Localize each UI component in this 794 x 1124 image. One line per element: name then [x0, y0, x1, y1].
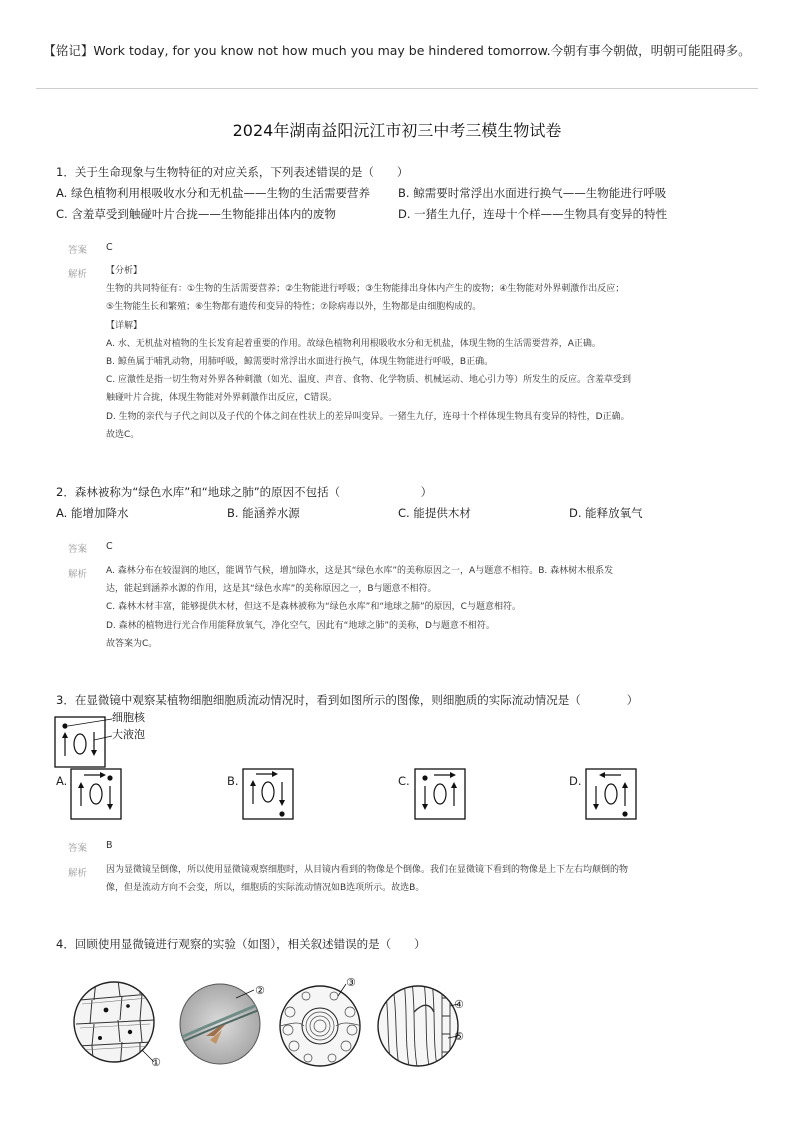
- analysis-line: ⑤生物能生长和繁殖；⑥生物都有遗传和变异的特性；⑦除病毒以外，生物都是由细胞构成的。: [106, 302, 482, 313]
- q3-analysis: [106, 861, 724, 897]
- q3-option-d-label[interactable]: D.: [569, 774, 582, 788]
- q3-answer: B: [106, 840, 113, 851]
- marker-4: ④: [454, 998, 464, 1011]
- q3-answer-label: 答案: [68, 843, 88, 854]
- q3-label-nucleus: 细胞核: [112, 711, 145, 724]
- analysis-line: 因为显微镜呈倒像，所以使用显微镜观察细胞时，从目镜内看到的物像是个倒像。我们在显微镜下看到的物像是上下左右均颠倒的物: [106, 865, 629, 875]
- q2-option-c[interactable]: C. 能提供木材: [398, 506, 471, 520]
- analysis-line: 故选C。: [106, 429, 140, 440]
- analysis-line: B. 鲸鱼属于哺乳动物，用肺呼吸，鲸需要时常浮出水面进行换气，体现生物能进行呼吸，B正确。: [106, 357, 494, 368]
- q3-option-b-figure[interactable]: [242, 768, 294, 820]
- analysis-line: D. 生物的亲代与子代之间以及子代的个体之间在性状上的差异叫变异。一猪生九仔，连母十个样体现生物具有变异的特性，D正确。: [106, 411, 630, 422]
- micrograph-onion-epidermis: [70, 980, 160, 1070]
- q2-answer: C: [106, 541, 113, 552]
- analysis-line: D. 森林的植物进行光合作用能释放氧气，净化空气，因此有“地球之肺”的美称，D与题意不相符。: [106, 620, 495, 631]
- q2-option-b[interactable]: B. 能涵养水源: [227, 506, 300, 520]
- q2-stem: 2．森林被称为“绿色水库”和“地球之肺”的原因不包括（ ）: [56, 485, 433, 499]
- micrograph-vessel-section: [374, 982, 464, 1072]
- q1-answer-label: 答案: [68, 245, 88, 256]
- analysis-line: A. 森林分布在较湿润的地区，能调节气候，增加降水，这是其“绿色水库”的美称原因之一，A与题意不相符。B. 森林树木根系发: [106, 566, 614, 576]
- q3-option-c-label[interactable]: C.: [398, 774, 410, 788]
- micrograph-stem-cross-section: [276, 982, 366, 1072]
- q1-analysis-label: 解析: [68, 269, 88, 280]
- q3-stem: 3．在显微镜中观察某植物细胞细胞质流动情况时，看到如图所示的图像，则细胞质的实际流动情况是（ ）: [56, 693, 639, 707]
- q1-stem: 1．关于生命现象与生物特征的对应关系，下列表述错误的是（ ）: [56, 165, 409, 179]
- q3-reference-cell-figure: [54, 716, 106, 768]
- motto: 【铭记】Work today, for you know not how much you may be hindered tomorrow.今朝有事今朝做，明朝可能阻碍多。: [43, 43, 751, 58]
- analysis-line: 触碰叶片合拢，体现生物能对外界刺激作出反应，C错误。: [106, 393, 338, 404]
- marker-3: ③: [346, 976, 356, 989]
- q1-option-b[interactable]: B. 鲸需要时常浮出水面进行换气——生物能进行呼吸: [398, 186, 667, 200]
- q3-option-b-label[interactable]: B.: [227, 774, 239, 788]
- analysis-line: 故答案为C。: [106, 638, 158, 649]
- q3-option-a-figure[interactable]: [70, 768, 122, 820]
- q2-answer-label: 答案: [68, 544, 88, 555]
- marker-2: ②: [255, 984, 265, 997]
- q2-option-a[interactable]: A. 能增加降水: [56, 506, 129, 520]
- q4-stem: 4．回顾使用显微镜进行观察的实验（如图），相关叙述错误的是（ ）: [56, 937, 426, 951]
- q2-option-d[interactable]: D. 能释放氧气: [569, 506, 643, 520]
- q2-analysis: [106, 562, 724, 653]
- q3-analysis-label: 解析: [68, 868, 88, 879]
- q1-analysis: [106, 262, 724, 444]
- page-title: 2024年湖南益阳沅江市初三中考三模生物试卷: [232, 121, 562, 140]
- q1-option-a[interactable]: A. 绿色植物利用根吸收水分和无机盐——生物的生活需要营养: [56, 186, 370, 200]
- q1-option-d[interactable]: D. 一猪生九仔，连母十个样——生物具有变异的特性: [398, 207, 668, 221]
- analysis-line: 达，能起到涵养水源的作用，这是其“绿色水库”的美称原因之一，B与题意不相符。: [106, 584, 437, 595]
- q3-option-c-figure[interactable]: [414, 768, 466, 820]
- q2-analysis-label: 解析: [68, 569, 88, 580]
- header-divider: [36, 88, 758, 89]
- q3-label-vacuole: 大液泡: [112, 728, 145, 741]
- q1-option-c[interactable]: C. 含羞草受到触碰叶片合拢——生物能排出体内的废物: [56, 207, 336, 221]
- micrograph-fiber-sample: [176, 980, 266, 1070]
- q3-option-a-label[interactable]: A.: [56, 774, 68, 788]
- marker-1: ①: [151, 1056, 161, 1069]
- marker-5: ⑤: [454, 1030, 464, 1043]
- analysis-line: C. 森林木材丰富，能够提供木材，但这不是森林被称为“绿色水库”和“地球之肺”的原因，C与题意相符。: [106, 602, 521, 613]
- analysis-line: 【详解】: [106, 320, 143, 331]
- q3-option-d-figure[interactable]: [585, 768, 637, 820]
- analysis-line: 【分析】: [106, 266, 143, 276]
- analysis-line: C. 应激性是指一切生物对外界各种刺激（如光、温度、声音、食物、化学物质、机械运动、地心引力等）所发生的反应。含羞草受到: [106, 375, 632, 386]
- q1-answer: C: [106, 242, 113, 253]
- analysis-line: 像，但是流动方向不会变，所以，细胞质的实际流动情况如B选项所示。故选B。: [106, 883, 425, 894]
- analysis-line: A. 水、无机盐对植物的生长发育起着重要的作用。故绿色植物利用根吸收水分和无机盐，体现生物的生活需要营养，A正确。: [106, 338, 601, 349]
- analysis-line: 生物的共同特征有：①生物的生活需要营养；②生物能进行呼吸；③生物能排出身体内产生的废物；④生物能对外界刺激作出反应；: [106, 284, 625, 295]
